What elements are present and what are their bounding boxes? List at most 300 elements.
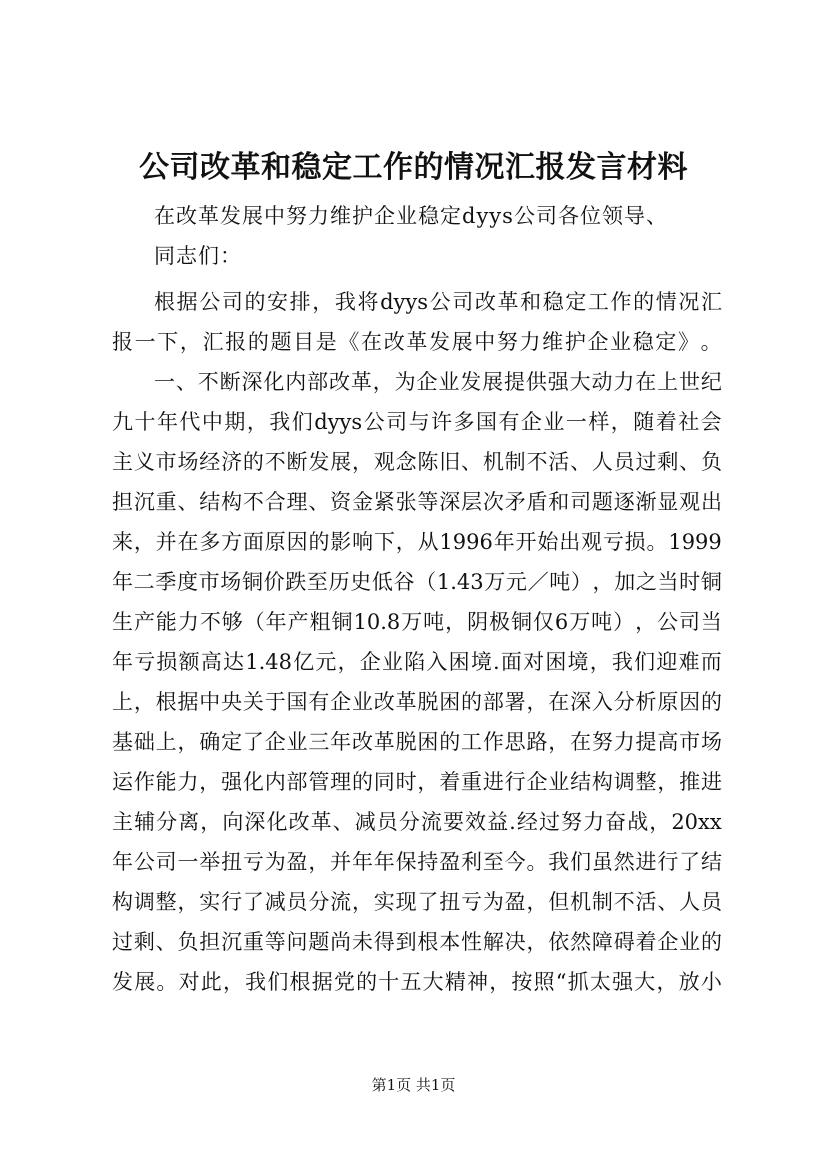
line-glyph: 年 [330, 730, 352, 754]
line-glyph: 问 [286, 930, 308, 954]
line-glyph: 障 [591, 930, 613, 954]
line-glyph: 为 [394, 370, 416, 394]
line-glyph: 公 [429, 290, 451, 314]
line-glyph: . [509, 810, 516, 834]
line-glyph: 陈 [417, 450, 439, 474]
line-glyph: 、 [155, 930, 177, 954]
line-glyph: 活 [548, 450, 570, 474]
line-glyph: 盈 [286, 850, 308, 874]
line-glyph: 跌 [285, 570, 307, 594]
paragraph-line [112, 642, 722, 682]
line-glyph: 革 [406, 330, 428, 354]
line-glyph: 大 [422, 970, 444, 994]
line-glyph: 九 [112, 410, 133, 434]
line-glyph: 益 [487, 810, 509, 834]
paragraph-line [154, 236, 722, 276]
line-glyph: 一 [565, 410, 587, 434]
line-glyph: 进 [635, 850, 657, 874]
line-glyph: 强 [547, 370, 569, 394]
line-glyph: 年 [265, 610, 287, 634]
line-glyph: ， [351, 450, 373, 474]
line-glyph: 重 [461, 770, 482, 794]
line-glyph: 工 [461, 730, 482, 754]
line-glyph: 亏 [602, 530, 624, 554]
line-glyph: 离 [178, 810, 200, 834]
line-glyph: 但 [548, 890, 570, 914]
line-glyph: 着 [635, 930, 657, 954]
line-glyph: 加 [614, 570, 636, 594]
line-glyph: 汇 [700, 290, 722, 314]
line-glyph: 时 [679, 570, 701, 594]
line-glyph: 根 [155, 690, 177, 714]
line-glyph: 当 [657, 570, 679, 594]
line-glyph: 行 [504, 770, 526, 794]
line-glyph: 困 [545, 650, 567, 674]
line-glyph: 流 [420, 810, 442, 834]
line-glyph: 决 [504, 930, 526, 954]
line-glyph: 司 [678, 610, 700, 634]
line-glyph: 动 [591, 370, 613, 394]
line-glyph: 低 [371, 570, 393, 594]
line-glyph: 至 [306, 570, 328, 594]
line-glyph: 五 [400, 970, 422, 994]
line-glyph: 力 [613, 730, 635, 754]
line-glyph: 市 [679, 730, 701, 754]
line-glyph: 定 [655, 330, 677, 354]
line-glyph: 不 [197, 370, 219, 394]
line-glyph: ， [351, 890, 373, 914]
line-glyph: 损 [624, 530, 646, 554]
line-glyph: 一 [154, 370, 175, 394]
line-glyph: ， [526, 930, 548, 954]
line-glyph: ， [656, 970, 678, 994]
line-glyph: 精 [444, 970, 466, 994]
line-glyph: 举 [199, 850, 221, 874]
line-glyph: 为 [264, 850, 286, 874]
line-glyph: 困 [417, 730, 439, 754]
line-glyph: 从 [417, 530, 439, 554]
line-glyph: 的 [308, 530, 330, 554]
paragraph-line [154, 282, 722, 322]
line-glyph: 发 [308, 450, 330, 474]
line-glyph: 原 [657, 690, 679, 714]
line-glyph: 6 [554, 610, 569, 634]
line-glyph: “ [555, 970, 567, 994]
line-glyph: 员 [286, 890, 308, 914]
line-glyph: 、 [679, 450, 701, 474]
line-glyph: 价 [263, 570, 285, 594]
line-glyph: 公 [657, 610, 679, 634]
line-glyph: 主 [112, 450, 133, 474]
line-glyph: 担 [112, 490, 133, 514]
line-glyph: 员 [376, 810, 398, 834]
line-glyph: 得 [373, 930, 395, 954]
line-glyph: ， [526, 690, 548, 714]
line-glyph: 显 [657, 490, 679, 514]
line-glyph: 万 [401, 610, 423, 634]
line-glyph: 央 [221, 690, 243, 714]
line-glyph: 1.43 [436, 570, 484, 594]
line-glyph: 而 [700, 650, 722, 674]
line-glyph: 脱 [395, 730, 417, 754]
line-glyph: 会 [700, 410, 722, 434]
line-glyph: 和 [520, 290, 542, 314]
line-glyph: 企 [520, 410, 542, 434]
line-glyph: ， [395, 530, 417, 554]
line-glyph: 一 [177, 850, 199, 874]
line-glyph: 沉 [133, 490, 155, 514]
line-glyph: 10.8 [353, 610, 401, 634]
line-glyph: 等 [417, 490, 439, 514]
line-glyph: 业 [679, 930, 701, 954]
line-glyph: 不 [526, 450, 548, 474]
line-glyph: 利 [461, 850, 482, 874]
line-glyph: 难 [678, 650, 700, 674]
line-glyph: 根 [154, 290, 175, 314]
line-glyph: 担 [199, 930, 221, 954]
line-glyph: 年 [351, 850, 373, 874]
line-glyph: 抓 [567, 970, 589, 994]
line-glyph: 影 [330, 530, 352, 554]
line-glyph: 改 [329, 370, 350, 394]
line-glyph: 、 [461, 450, 482, 474]
line-glyph: 和 [548, 490, 570, 514]
line-glyph: 稳 [542, 290, 564, 314]
paragraph-line [112, 962, 722, 1002]
line-glyph: 定 [565, 290, 587, 314]
line-glyph: 过 [112, 930, 133, 954]
paragraph-line [112, 562, 722, 602]
line-glyph: 报 [225, 330, 247, 354]
line-glyph: 展 [134, 970, 156, 994]
line-glyph: 力 [583, 810, 605, 834]
line-glyph: 企 [330, 690, 352, 714]
line-glyph: 盾 [526, 490, 548, 514]
line-glyph: 层 [461, 490, 482, 514]
line-glyph: 调 [613, 770, 635, 794]
line-glyph: 结 [700, 850, 722, 874]
line-glyph: 们 [570, 850, 592, 874]
line-glyph: 能 [155, 770, 177, 794]
line-glyph: 市 [155, 450, 177, 474]
line-glyph: 年 [373, 850, 395, 874]
line-glyph: 制 [591, 890, 613, 914]
line-glyph: 党 [333, 970, 355, 994]
line-glyph: 减 [264, 890, 286, 914]
line-glyph: ， [489, 970, 511, 994]
line-glyph: 稳 [632, 330, 654, 354]
line-glyph: 化 [263, 370, 285, 394]
line-glyph: 过 [538, 810, 560, 834]
line-glyph: 因 [286, 530, 308, 554]
line-glyph: 然 [570, 930, 592, 954]
paragraph-line [112, 682, 722, 722]
line-glyph: 亏 [242, 850, 264, 874]
line-glyph: 人 [679, 890, 701, 914]
line-glyph: 构 [112, 890, 133, 914]
line-glyph: 境 [567, 650, 589, 674]
line-glyph: 深 [244, 810, 266, 834]
line-glyph: 结 [199, 490, 221, 514]
line-glyph: 我 [269, 410, 291, 434]
line-glyph: 在 [635, 370, 657, 394]
line-glyph: 流 [330, 890, 352, 914]
line-glyph: 发 [428, 330, 450, 354]
line-glyph: 员 [613, 450, 635, 474]
line-glyph: 革 [350, 370, 372, 394]
line-glyph: 努 [561, 810, 582, 834]
line-glyph: 世 [679, 370, 700, 394]
line-glyph: 依 [548, 930, 570, 954]
line-glyph: dyys [314, 410, 363, 434]
line-glyph: 旧 [439, 450, 461, 474]
line-glyph: 我 [611, 650, 633, 674]
line-glyph: 1999 [668, 530, 722, 554]
line-glyph: ， [222, 970, 244, 994]
line-glyph: 主 [112, 810, 133, 834]
line-glyph: 始 [537, 530, 559, 554]
line-glyph: 力 [177, 770, 199, 794]
line-glyph: 改 [383, 330, 405, 354]
line-glyph: 下 [157, 330, 179, 354]
line-glyph: 护 [564, 330, 586, 354]
line-glyph: ， [133, 690, 155, 714]
line-glyph: 路 [526, 730, 548, 754]
line-glyph: 活 [635, 890, 657, 914]
line-glyph: 现 [395, 890, 417, 914]
line-glyph: 奋 [605, 810, 627, 834]
line-glyph: 革 [497, 290, 519, 314]
paragraph-line [112, 602, 722, 642]
line-glyph: 题 [308, 930, 330, 954]
line-glyph: 础 [133, 730, 155, 754]
line-glyph: 整 [155, 890, 177, 914]
line-text: 在改革发展中努力维护企业稳定dyys公司各位领导、 [154, 204, 668, 228]
line-glyph: 题 [591, 490, 613, 514]
line-glyph: 的 [439, 730, 461, 754]
line-glyph: 历 [328, 570, 350, 594]
line-glyph: 尚 [330, 930, 352, 954]
paragraph-line [112, 762, 722, 802]
line-glyph: 报 [112, 330, 133, 354]
line-glyph: 、 [657, 890, 679, 914]
line-glyph: 革 [310, 810, 332, 834]
line-glyph: 盈 [439, 850, 461, 874]
line-glyph: 观 [373, 450, 395, 474]
line-glyph: 企 [657, 930, 679, 954]
line-glyph: 业 [548, 770, 570, 794]
line-glyph: 内 [264, 770, 286, 794]
line-glyph: 业 [543, 410, 565, 434]
page-number-footer: 第1页 共1页 [371, 1076, 456, 1094]
line-glyph: ， [526, 890, 548, 914]
line-glyph: ， [589, 650, 611, 674]
line-glyph: 企 [587, 330, 609, 354]
line-glyph: 出 [559, 530, 581, 554]
line-glyph: 构 [221, 490, 243, 514]
line-glyph: ， [635, 610, 657, 634]
line-glyph: 作 [133, 770, 155, 794]
line-glyph: 此 [200, 970, 222, 994]
line-glyph: 小 [700, 970, 722, 994]
line-glyph: 能 [155, 610, 177, 634]
line-glyph: 力 [519, 330, 541, 354]
line-glyph: 万 [484, 570, 506, 594]
line-glyph: 改 [373, 690, 395, 714]
line-glyph: 的 [247, 330, 269, 354]
line-glyph: 次 [482, 490, 504, 514]
line-glyph: 脱 [417, 690, 439, 714]
line-glyph: 着 [655, 410, 677, 434]
line-glyph: 多 [453, 410, 475, 434]
line-glyph: ， [649, 810, 671, 834]
line-glyph: 整 [635, 770, 657, 794]
line-glyph: 市 [198, 570, 220, 594]
paragraph-line [112, 482, 722, 522]
line-glyph: 目 [293, 330, 315, 354]
line-glyph: 分 [308, 890, 330, 914]
line-glyph: 负 [177, 930, 199, 954]
line-glyph: 关 [242, 690, 264, 714]
line-glyph: 部 [482, 690, 504, 714]
line-glyph: 发 [112, 970, 133, 994]
line-glyph: 作 [610, 290, 632, 314]
line-glyph: 上 [112, 690, 133, 714]
line-glyph: 着 [439, 770, 461, 794]
line-glyph: 产 [287, 610, 309, 634]
line-glyph: 铜 [331, 610, 353, 634]
line-glyph: . [493, 650, 500, 674]
line-glyph: 《 [338, 330, 360, 354]
line-glyph: 度 [176, 570, 198, 594]
line-glyph: 年 [112, 650, 133, 674]
line-glyph: 铜 [241, 570, 263, 594]
line-glyph: 按 [511, 970, 533, 994]
line-glyph: 济 [221, 450, 243, 474]
line-glyph: 辅 [134, 810, 156, 834]
line-glyph: 有 [498, 410, 520, 434]
line-glyph: 负 [700, 450, 722, 474]
line-glyph: 铜 [510, 610, 532, 634]
line-glyph: 发 [460, 370, 482, 394]
line-glyph: 分 [613, 690, 635, 714]
line-glyph: 扭 [439, 890, 461, 914]
line-glyph: 业 [610, 330, 632, 354]
line-glyph: 之 [635, 570, 657, 594]
paragraph-line [112, 882, 722, 922]
line-glyph: 战 [627, 810, 649, 834]
line-glyph: 思 [504, 730, 526, 754]
line-glyph: 们 [634, 650, 656, 674]
line-glyph: 要 [442, 810, 464, 834]
line-glyph: 到 [395, 930, 417, 954]
line-glyph: 渐 [635, 490, 657, 514]
line-glyph: 大 [634, 970, 656, 994]
line-glyph: 业 [438, 370, 460, 394]
line-text: 同志们： [154, 244, 242, 268]
line-glyph: 深 [570, 690, 592, 714]
line-glyph: 企 [526, 770, 548, 794]
line-glyph: 推 [679, 770, 701, 794]
line-glyph: 展 [330, 450, 352, 474]
line-glyph: 署 [504, 690, 526, 714]
line-glyph: 。 [156, 970, 178, 994]
line-glyph: 根 [417, 930, 439, 954]
line-glyph: 不 [264, 450, 286, 474]
line-glyph: 沉 [221, 930, 243, 954]
line-glyph: ， [179, 330, 201, 354]
line-glyph: 扭 [221, 850, 243, 874]
line-glyph: ， [657, 770, 679, 794]
line-glyph: 企 [264, 730, 286, 754]
line-glyph: 人 [591, 450, 613, 474]
line-glyph: 。 [646, 530, 668, 554]
line-glyph: 展 [451, 330, 473, 354]
line-glyph: 观 [679, 490, 701, 514]
line-glyph: 公 [199, 290, 221, 314]
line-glyph: 作 [482, 730, 504, 754]
paragraph-line [112, 442, 722, 482]
document-title: 公司改革和稳定工作的情况汇报发言材料 [139, 150, 688, 185]
line-glyph: 们 [267, 970, 289, 994]
paragraph-line [112, 802, 722, 842]
line-glyph: 题 [270, 330, 292, 354]
line-glyph: 经 [199, 450, 221, 474]
line-glyph: 排 [289, 290, 311, 314]
paragraph-line [154, 196, 722, 236]
line-glyph: 观 [581, 530, 603, 554]
line-glyph: 出 [700, 490, 722, 514]
line-glyph: 季 [155, 570, 177, 594]
line-glyph: 企 [359, 650, 381, 674]
line-glyph: 公 [363, 410, 385, 434]
line-glyph: 中 [201, 410, 223, 434]
line-glyph: 亏 [134, 650, 156, 674]
line-glyph: 高 [657, 730, 679, 754]
line-glyph: 场 [700, 730, 722, 754]
line-glyph: 的 [633, 290, 655, 314]
line-glyph: 开 [515, 530, 537, 554]
line-glyph: 有 [308, 690, 330, 714]
line-glyph: 的 [242, 450, 264, 474]
line-glyph: 损 [156, 650, 178, 674]
line-glyph: 入 [426, 650, 448, 674]
line-glyph: 我 [548, 850, 570, 874]
paragraph-line [112, 842, 722, 882]
line-glyph: 中 [199, 690, 221, 714]
line-glyph: 剩 [657, 450, 679, 474]
line-glyph: 于 [264, 690, 286, 714]
line-glyph: 实 [373, 890, 395, 914]
line-glyph: 够 [221, 610, 243, 634]
line-glyph: 经 [516, 810, 538, 834]
line-glyph: 定 [221, 730, 243, 754]
line-glyph: 吨 [591, 610, 613, 634]
line-glyph: 困 [439, 690, 461, 714]
line-glyph: 等 [264, 930, 286, 954]
line-glyph: （ [243, 610, 265, 634]
line-glyph: 据 [311, 970, 333, 994]
line-glyph: 年 [156, 410, 178, 434]
line-glyph: 方 [221, 530, 243, 554]
line-glyph: 司 [221, 290, 243, 314]
line-glyph: 据 [177, 690, 199, 714]
line-glyph: 断 [286, 450, 308, 474]
line-glyph: 理 [330, 770, 352, 794]
line-glyph: 虽 [591, 850, 613, 874]
line-glyph: 不 [199, 610, 221, 634]
line-glyph: 年 [493, 530, 515, 554]
